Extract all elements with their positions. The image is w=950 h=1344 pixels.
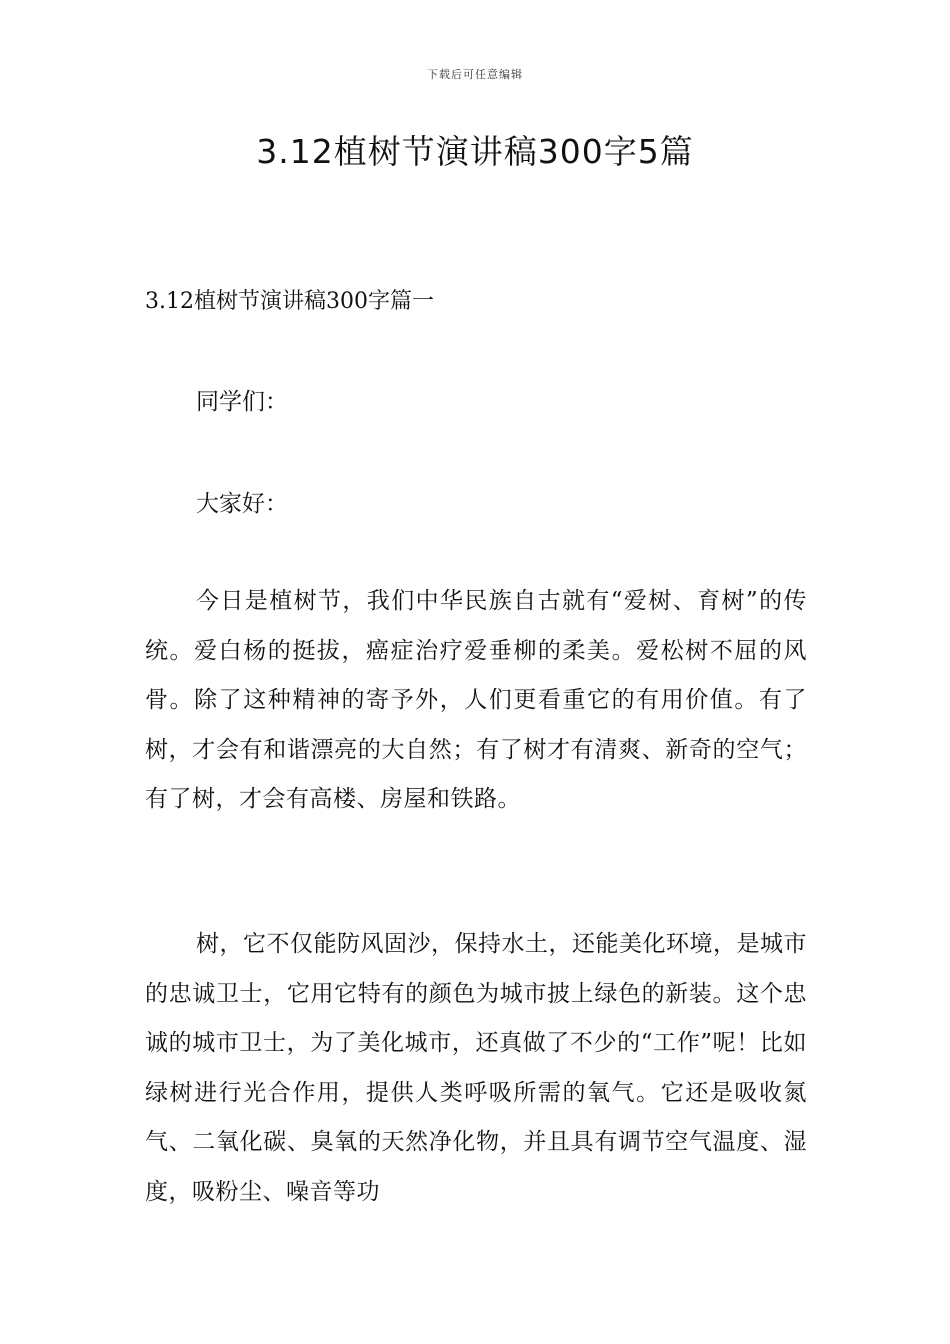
body-paragraph-1: 今日是植树节，我们中华民族自古就有“爱树、育树”的传统。爱白杨的挺拔，癌症治疗爱垂柳的柔美。爱松树不屈的风骨。除了这种精神的寄予外，人们更看重它的有用价值。有了树，才会有和谐漂亮的大自然；有了树才有清爽、新奇的空气；有了树，才会有高楼、房屋和铁路。 bbox=[145, 588, 807, 812]
header-note: 下载后可任意编辑 bbox=[427, 68, 523, 81]
section-heading: 3.12植树节演讲稿300字篇一 bbox=[145, 289, 434, 314]
salutation-classmates: 同学们： bbox=[196, 389, 288, 415]
salutation-greeting: 大家好： bbox=[196, 491, 288, 517]
body-paragraph-2: 树，它不仅能防风固沙，保持水土，还能美化环境，是城市的忠诚卫士，它用它特有的颜色为城市披上绿色的新装。这个忠诚的城市卫士，为了美化城市，还真做了不少的“工作”呢！比如绿树进行光合作用，提供人类呼吸所需的氧气。它还是吸收氮气、二氧化碳、臭氧的天然净化物，并且具有调节空气温度、湿度，吸粉尘、噪音等功 bbox=[145, 931, 807, 1205]
document-title: 3.12植树节演讲稿300字5篇 bbox=[256, 132, 694, 171]
